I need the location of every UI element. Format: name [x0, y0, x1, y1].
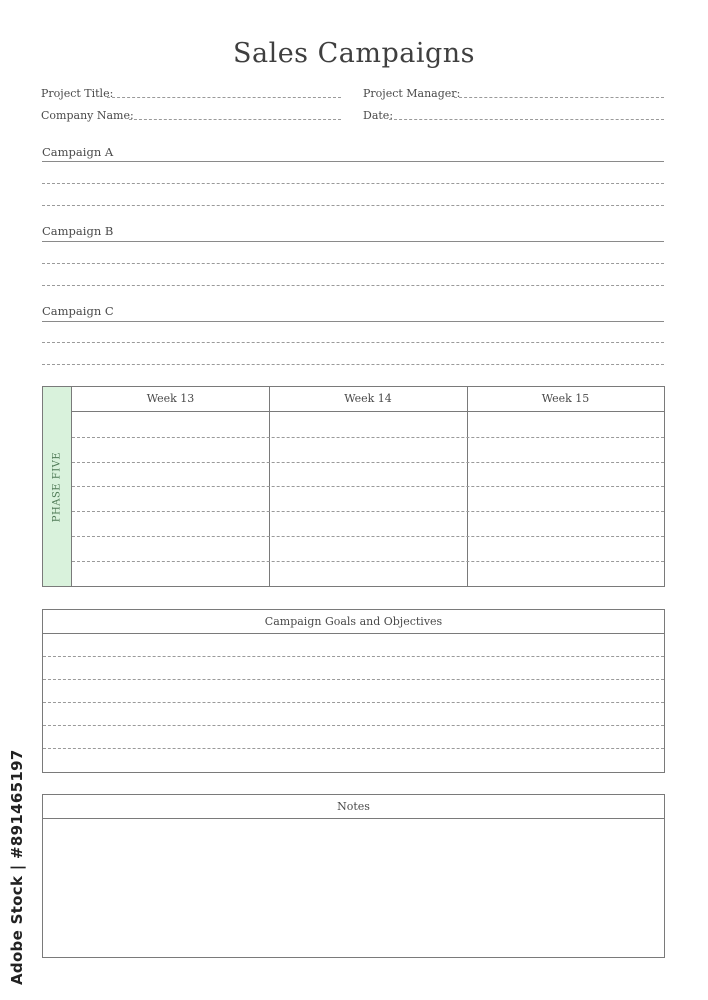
- project-title-label: Project Title:: [41, 87, 114, 100]
- campaign-b-line[interactable]: [42, 263, 664, 264]
- campaign-b-line[interactable]: [42, 285, 664, 286]
- date-label: Date:: [363, 109, 394, 122]
- schedule-row-line[interactable]: [72, 536, 664, 537]
- schedule-row-line[interactable]: [72, 437, 664, 438]
- project-title-line[interactable]: [107, 97, 341, 98]
- campaign-a-line[interactable]: [42, 183, 664, 184]
- campaign-b-rule: [42, 241, 664, 242]
- week-13-header: Week 13: [146, 392, 195, 405]
- campaign-c-line[interactable]: [42, 342, 664, 343]
- phase-label: PHASE FIVE: [51, 451, 63, 522]
- goals-line[interactable]: [43, 679, 664, 680]
- goals-line[interactable]: [43, 702, 664, 703]
- goals-line[interactable]: [43, 748, 664, 749]
- goals-line[interactable]: [43, 725, 664, 726]
- goals-line[interactable]: [43, 656, 664, 657]
- notes-box: [42, 794, 665, 958]
- campaign-c-line[interactable]: [42, 364, 664, 365]
- goals-box: [42, 609, 665, 773]
- campaign-a-label: Campaign A: [42, 145, 114, 159]
- project-manager-label: Project Manager:: [363, 87, 461, 100]
- company-name-line[interactable]: [129, 119, 341, 120]
- campaign-c-label: Campaign C: [42, 304, 114, 318]
- stock-watermark: Adobe Stock | #891465197: [8, 749, 26, 985]
- schedule-row-line[interactable]: [72, 486, 664, 487]
- phase-header-rule: [72, 411, 664, 412]
- goals-header-rule: [43, 633, 664, 634]
- goals-title: Campaign Goals and Objectives: [264, 615, 443, 628]
- campaign-a-line[interactable]: [42, 205, 664, 206]
- date-line[interactable]: [389, 119, 664, 120]
- schedule-row-line[interactable]: [72, 511, 664, 512]
- page-title: Sales Campaigns: [232, 38, 476, 69]
- week-14-header: Week 14: [344, 392, 392, 405]
- project-manager-line[interactable]: [454, 97, 664, 98]
- company-name-label: Company Name:: [41, 109, 134, 122]
- campaign-a-rule: [42, 161, 664, 162]
- campaign-b-label: Campaign B: [42, 224, 114, 238]
- phase-table: [42, 386, 665, 587]
- phase-sidebar: [43, 387, 72, 586]
- schedule-row-line[interactable]: [72, 462, 664, 463]
- schedule-row-line[interactable]: [72, 561, 664, 562]
- campaign-c-rule: [42, 321, 664, 322]
- week-15-header: Week 15: [541, 392, 590, 405]
- notes-title: Notes: [337, 800, 370, 813]
- notes-area[interactable]: [43, 819, 664, 957]
